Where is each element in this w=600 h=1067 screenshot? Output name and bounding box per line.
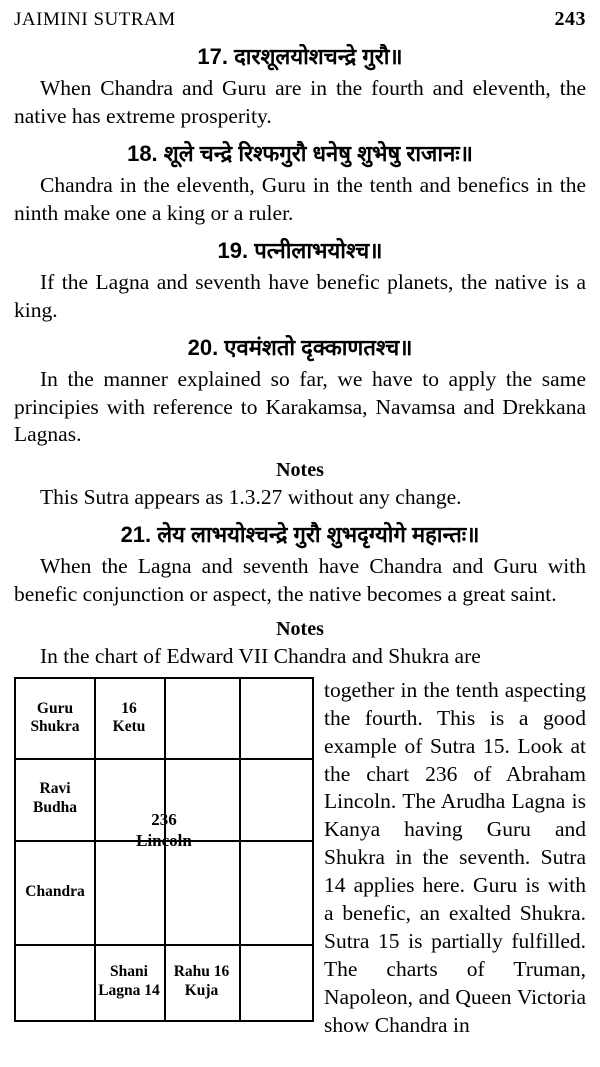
- chart-cell-line: Guru: [36, 699, 74, 717]
- note-1-text: This Sutra appears as 1.3.27 without any change.: [40, 484, 462, 509]
- sutra-20-heading: 20. एवमंशतो दृक्काणतश्च॥: [187, 335, 413, 361]
- chart-side-paragraph: together in the tenth aspecting the fourth. This is a good example of Sutra 15. Look at the chart 236 of Abraham Lincoln. The Arudha Lagna is Kanya having Guru and Shukra in the seventh. Sutra 14 applies here. Guru is with a benefic, an exalted Shukra. Sutra 15 is partially fulfilled. The charts of Truman, Napoleon, and Queen Victoria show Chandra in: [324, 677, 586, 1037]
- chart-cell-top-left: [16, 679, 94, 758]
- lincoln-horoscope-chart: [14, 677, 314, 1022]
- chart-cell-line: 16: [121, 699, 137, 717]
- page-number: 243: [554, 8, 586, 30]
- sutra-21-heading: 21. लेय लाभयोश्चन्द्रे गुरौ शुभदृग्योगे महान्तः॥: [120, 522, 480, 548]
- chart-cell-line: Shani: [110, 963, 148, 981]
- chart-center-number: 236: [151, 809, 177, 829]
- chart-cell-bottom-second: [94, 944, 164, 1020]
- chart-and-text-block: [14, 677, 586, 1040]
- chart-cell-left-third: [16, 840, 94, 944]
- chart-cell-line: Lagna 14: [98, 981, 160, 999]
- sutra-19-heading: 19. पत्नीलाभयोश्च॥: [217, 238, 383, 264]
- chart-cell-line: Shukra: [30, 718, 80, 736]
- chart-cell-line: Ravi: [39, 780, 71, 798]
- chart-cell-bottom-third: [164, 944, 239, 1020]
- sutra-17-text: When Chandra and Guru are in the fourth and eleventh, the native has extreme prosperity.: [14, 76, 586, 128]
- sutra-20-text: In the manner explained so far, we have to apply the same principies with reference to Karakamsa, Navamsa and Drekkana Lagnas.: [14, 367, 586, 447]
- sutra-19-text: If the Lagna and seventh have benefic planets, the native is a king.: [14, 270, 586, 322]
- sutra-21-text: When the Lagna and seventh have Chandra and Guru with benefic conjunction or aspect, the native becomes a great saint.: [14, 554, 586, 606]
- page-header: [14, 8, 586, 31]
- notes-heading-1: Notes: [276, 458, 324, 481]
- chart-cell-line: Rahu 16: [173, 963, 230, 981]
- book-title: JAIMINI SUTRAM: [14, 9, 176, 30]
- sutra-17-heading: 17. दारशूलयोशचन्द्रे गुरौ॥: [197, 44, 403, 69]
- sutra-18-heading: 18. शूले चन्द्रे रिश्फगुरौ धनेषु शुभेषु राजानः॥: [127, 141, 473, 167]
- chart-cell-left-second: [16, 758, 94, 840]
- chart-cell-line: Kuja: [184, 981, 219, 999]
- chart-cell-line: Ketu: [112, 718, 146, 736]
- notes-heading-2: Notes: [276, 618, 324, 641]
- note-2-first-line: In the chart of Edward VII Chandra and Shukra are: [40, 644, 481, 669]
- chart-cell-line: Budha: [33, 798, 77, 816]
- chart-center-name: Lincoln: [136, 830, 192, 850]
- chart-center-label: [86, 809, 242, 852]
- sutra-18-text: Chandra in the eleventh, Guru in the tenth and benefics in the ninth make one a king or a ruler.: [14, 173, 586, 225]
- chart-cell-line: Chandra: [25, 882, 85, 900]
- chart-cell-top-second: [94, 679, 164, 758]
